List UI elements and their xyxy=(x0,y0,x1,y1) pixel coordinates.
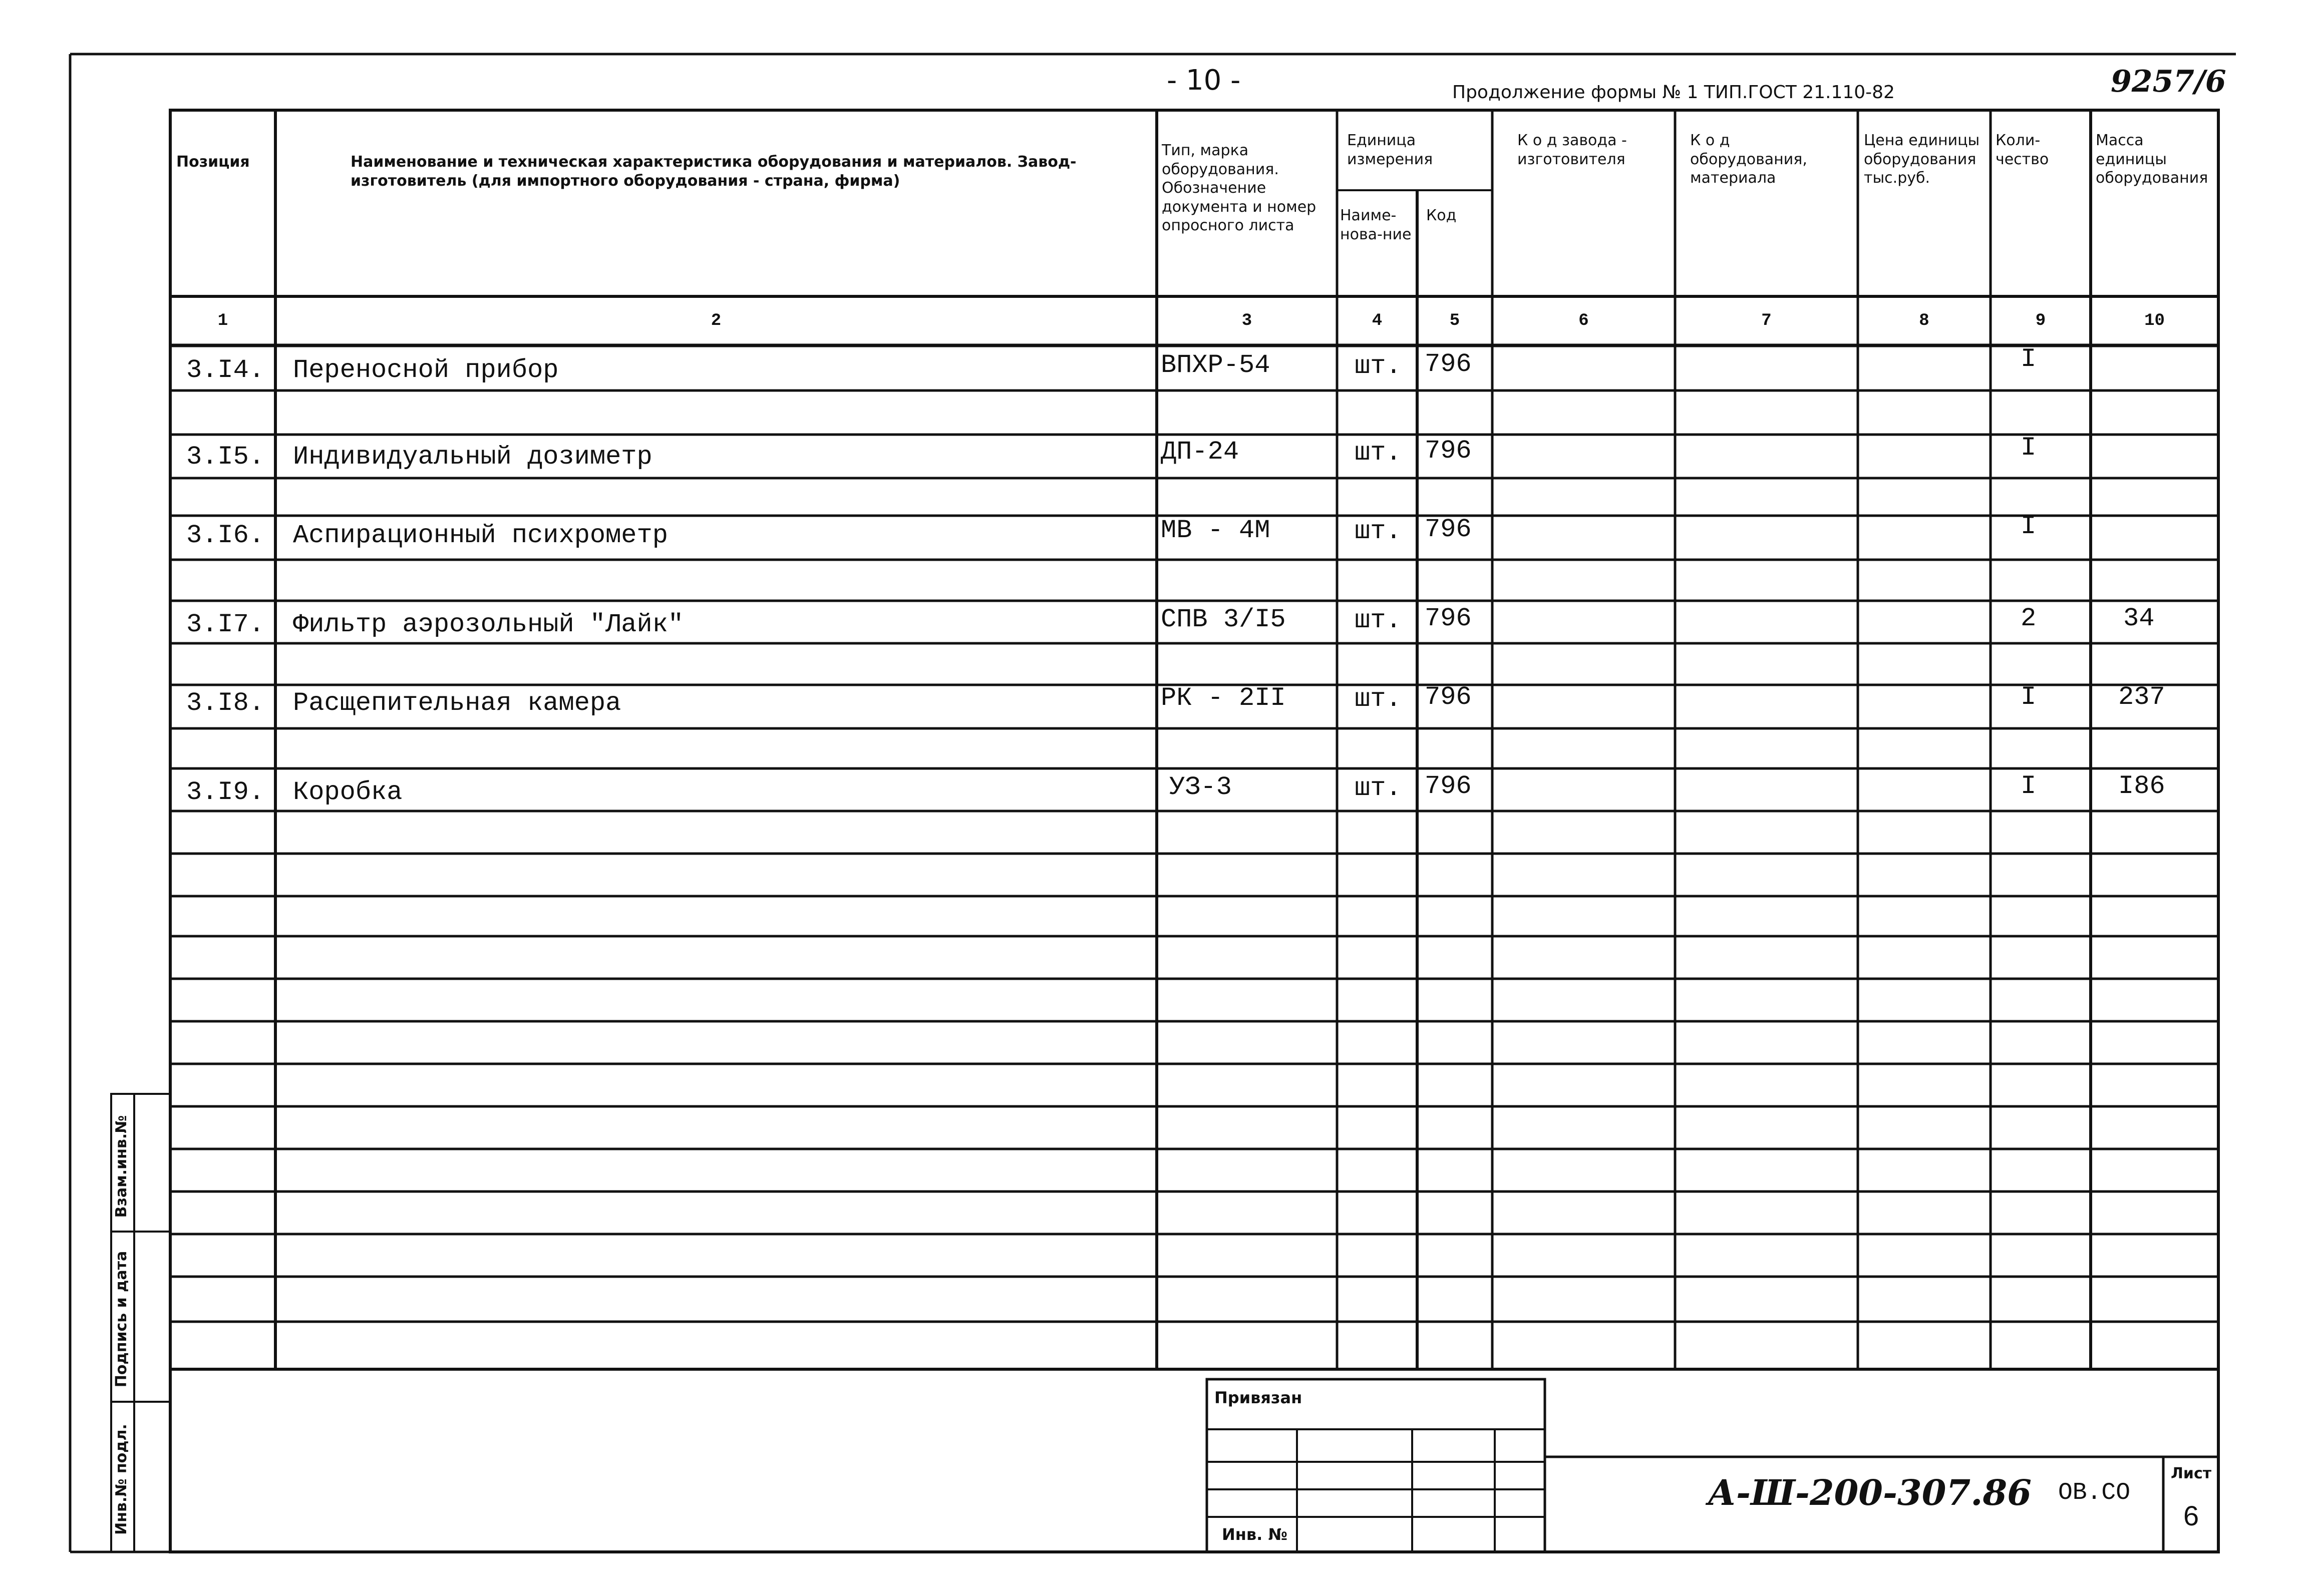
col-header-equipment-code: К о д оборудования, материала xyxy=(1690,132,1807,187)
row-quantity: 2 xyxy=(2021,604,2037,633)
row-unit: шт. xyxy=(1355,684,1402,714)
row-type: РК - 2II xyxy=(1161,683,1286,713)
col-number: 8 xyxy=(1919,311,1929,330)
row-name: Переносной прибор xyxy=(293,355,559,385)
row-quantity: I xyxy=(2021,344,2037,374)
row-unit: шт. xyxy=(1355,351,1402,381)
row-type: МВ - 4М xyxy=(1161,516,1270,545)
document-code: А-Ш-200-307.86 xyxy=(1708,1472,2032,1513)
row-position: 3.I8. xyxy=(186,688,265,718)
row-position: 3.I4. xyxy=(186,355,265,385)
row-unit-code: 796 xyxy=(1425,604,1472,633)
row-unit: шт. xyxy=(1355,773,1402,803)
stamp-vzam-inv: Взам.инв.№ xyxy=(113,1115,130,1218)
row-position: 3.I7. xyxy=(186,610,265,639)
col-header-unit-name: Наиме-нова-ние xyxy=(1340,207,1412,243)
col-number: 4 xyxy=(1372,311,1383,330)
row-position: 3.I9. xyxy=(186,777,265,807)
row-unit-code: 796 xyxy=(1425,515,1472,544)
row-type: СПВ 3/I5 xyxy=(1161,605,1286,634)
row-quantity: I xyxy=(2021,682,2037,712)
row-mass: 34 xyxy=(2123,604,2155,633)
sheet-number: 6 xyxy=(2183,1500,2199,1531)
row-mass: 237 xyxy=(2118,682,2165,712)
col-header-unit-code: Код xyxy=(1426,207,1457,224)
row-name: Расщепительная камера xyxy=(293,688,621,718)
col-number: 9 xyxy=(2035,311,2046,330)
col-number: 6 xyxy=(1578,311,1589,330)
col-header-unit-mass: Масса единицы оборудования xyxy=(2096,132,2208,187)
col-number: 5 xyxy=(1449,311,1460,330)
row-unit-code: 796 xyxy=(1425,436,1472,466)
row-quantity: I xyxy=(2021,771,2037,801)
col-header-unit-price: Цена единицы оборудования тыс.руб. xyxy=(1864,132,1980,187)
row-unit-code: 796 xyxy=(1425,771,1472,801)
document-code-suffix: ОВ.СО xyxy=(2058,1479,2131,1506)
col-header-factory-code: К о д завода - изготовителя xyxy=(1517,132,1627,168)
form-continuation-label: Продолжение формы № 1 ТИП.ГОСТ 21.110-82 xyxy=(1452,82,1895,103)
row-unit: шт. xyxy=(1355,517,1402,546)
row-name: Коробка xyxy=(293,777,403,807)
sheet-label: Лист xyxy=(2171,1465,2212,1482)
page-number: - 10 - xyxy=(1167,64,1241,97)
corner-sheet-number: 9257/6 xyxy=(2111,64,2226,99)
col-header-unit-group: Единица измерения xyxy=(1347,132,1433,168)
row-unit: шт. xyxy=(1355,606,1402,635)
row-name: Аспирационный психрометр xyxy=(293,521,668,550)
col-number: 3 xyxy=(1241,311,1252,330)
inv-number-label: Инв. № xyxy=(1222,1525,1287,1544)
stamp-inv-podl: Инв.№ подл. xyxy=(113,1424,130,1535)
col-number: 1 xyxy=(217,311,228,330)
col-header-name: Наименование и техническая характеристика оборудования и материалов. Завод-изготовитель (для импортного оборудования - страна, фирма) xyxy=(351,153,1077,190)
col-header-quantity: Коли-чество xyxy=(1996,132,2049,168)
row-type: ДП-24 xyxy=(1161,437,1239,467)
row-type: УЗ-3 xyxy=(1169,772,1232,802)
row-unit: шт. xyxy=(1355,438,1402,468)
col-number: 7 xyxy=(1761,311,1772,330)
row-name: Индивидуальный дозиметр xyxy=(293,442,652,472)
row-unit-code: 796 xyxy=(1425,682,1472,712)
row-name: Фильтр аэрозольный "Лайк" xyxy=(293,610,684,639)
stamp-podpis-data: Подпись и дата xyxy=(113,1251,130,1388)
row-position: 3.I6. xyxy=(186,521,265,550)
row-position: 3.I5. xyxy=(186,442,265,472)
row-quantity: I xyxy=(2021,512,2037,541)
row-type: ВПХР-54 xyxy=(1161,350,1270,380)
col-number: 2 xyxy=(711,311,722,330)
col-header-type: Тип, марка оборудования. Обозначение документа и номер опросного листа xyxy=(1162,142,1316,234)
row-unit-code: 796 xyxy=(1425,349,1472,379)
privyazan-label: Привязан xyxy=(1214,1388,1302,1407)
col-number: 10 xyxy=(2144,311,2165,330)
row-quantity: I xyxy=(2021,433,2037,463)
col-header-position: Позиция xyxy=(176,153,250,171)
row-mass: I86 xyxy=(2118,771,2165,801)
